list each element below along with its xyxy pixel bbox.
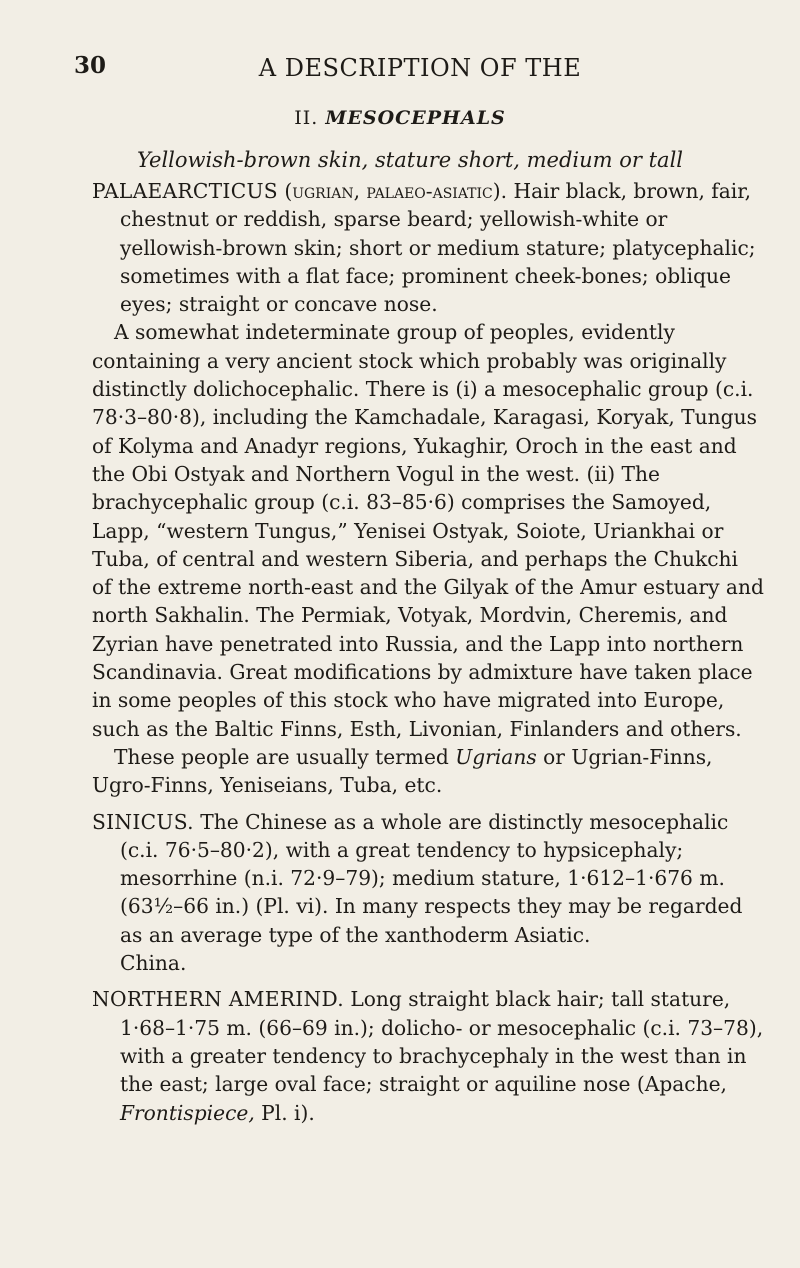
- running-title: A DESCRIPTION OF THE: [258, 54, 582, 82]
- entry-palaearcticus: [92, 177, 764, 318]
- entry-location: China.: [120, 951, 187, 976]
- entry-description: The Chinese as a whole are distinctly mesocephalic (c.i. 76·5–80·2), with a great tendency to hypsicephaly; mesorrhine (n.i. 72·9–79); medium stature, 1·612–1·676 m. (63½–66 in.) (Pl. vi). In many respects they may be regarded as an average type of the xanthoderm Asiatic.: [120, 809, 743, 947]
- entry-description: Hair black, brown, fair, chestnut or reddish, sparse beard; yellowish-white or yellowish-brown skin; short or medium stature; platycephalic; sometimes with a flat face; prominent cheek-bones; oblique eyes; straight or concave nose.: [120, 179, 756, 317]
- page-number: 30: [74, 52, 107, 79]
- italic-term: Ugrians: [455, 744, 537, 769]
- entry-qualifier: (ugrian, palaeo-asiatic).: [284, 179, 508, 203]
- entry-term: SINICUS.: [92, 809, 194, 834]
- italic-reference: Frontispiece,: [120, 1100, 255, 1125]
- entry-term: PALAEARCTICUS: [92, 179, 278, 203]
- section-name: MESOCEPHALS: [325, 107, 506, 129]
- spacer: [92, 800, 764, 808]
- section-number: II.: [294, 107, 319, 129]
- body-text: [92, 177, 764, 1127]
- paragraph: [92, 743, 764, 800]
- entry-northern-amerind: [92, 985, 764, 1126]
- paragraph: A somewhat indeterminate group of peoples, evidently containing a very ancient stock which probably was originally distinctly dolichocephalic. There is (i) a mesocephalic group (c.i. 78·3–80·8), including the Kamchadale, Karagasi, Koryak, Tungus of Kolyma and Anadyr regions, Yukaghir, Oroch in the east and the Obi Ostyak and Northern Vogul in the west. (ii) The brachycephalic group (c.i. 83–85·6) comprises the Samoyed, Lapp, “western Tungus,” Yenisei Ostyak, Soiote, Uriankhai or Tuba, of central and western Siberia, and perhaps the Chukchi of the extreme north-east and the Gilyak of the Amur estuary and north Sakhalin. The Permiak, Votyak, Mordvin, Cheremis, and Zyrian have penetrated into Russia, and the Lapp into northern Scandinavia. Great modifications by admixture have taken place in some peoples of this stock who have migrated into Europe, such as the Baltic Finns, Esth, Livonian, Finlanders and others.: [92, 320, 764, 741]
- entry-term: NORTHERN AMERIND.: [92, 987, 344, 1012]
- section-heading: [0, 107, 800, 129]
- paragraph-text: or Ugrian-Finns, Ugro-Finns, Yeniseians, Tuba, etc.: [92, 744, 713, 798]
- section-subtitle: Yellowish-brown skin, stature short, medium or tall: [137, 148, 683, 172]
- paragraph-text: These people are usually termed: [114, 744, 449, 769]
- entry-description-end: Pl. i).: [261, 1100, 315, 1125]
- running-head: [0, 52, 800, 92]
- entry-description: Long straight black hair; tall stature, 1·68–1·75 m. (66–69 in.); dolicho- or mesocephalic (c.i. 73–78), with a greater tendency to brachycephaly in the west than in the east; large oval face; straight or aquiline nose (Apache,: [120, 987, 764, 1097]
- entry-sinicus: [92, 808, 764, 978]
- spacer: [92, 977, 764, 985]
